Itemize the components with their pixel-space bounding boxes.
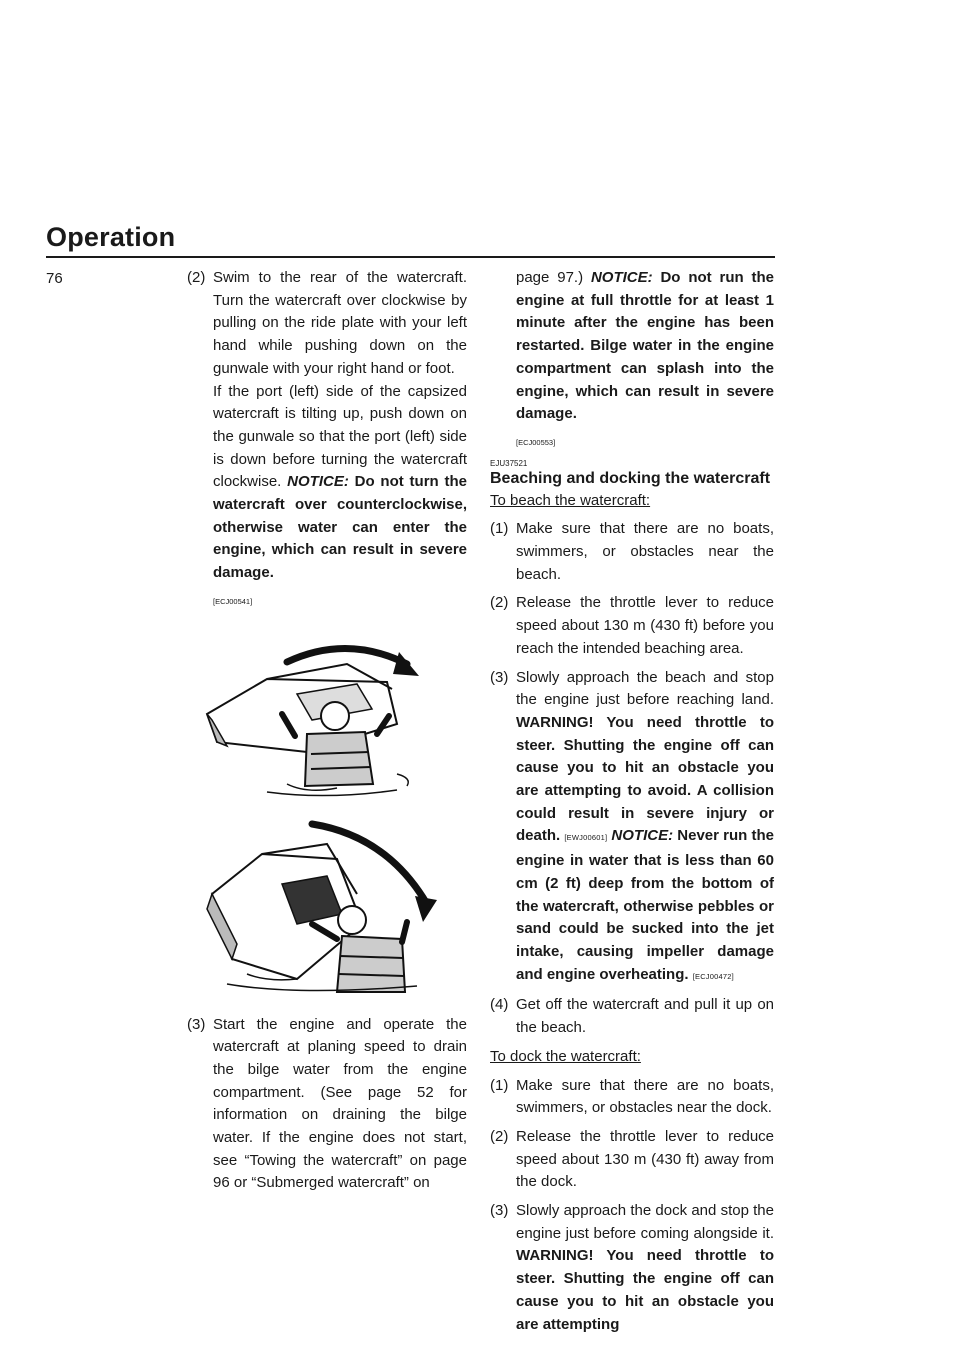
step-text-continued: If the port (left) side of the capsized watercraft is tilting up, push down on the gunwale so that the port (left) side is down before turning the watercraft clockwise. NOTICE: Do not turn the watercraft over counterclockwise, otherwise water can enter the engine, which can result in severe damage. (213, 382, 467, 582)
notice-label: NOTICE: (611, 827, 674, 845)
step-text: Start the engine and operate the watercraft at planing speed to drain the bilge water from the engine compartment. (See page 52 for information on draining the bilge water. If the engine does not start, see “Towing the watercraft” on page 96 or “Submerged watercraft” on (213, 1015, 467, 1192)
section-heading: Beaching and docking the watercraft (490, 469, 771, 487)
page-number: 76 (46, 270, 63, 287)
notice-label: NOTICE: (287, 473, 349, 491)
dock-step-2: (2) Release the throttle lever to reduce speed about 130 m (430 ft) away from the dock. (490, 1127, 774, 1191)
notice-label: NOTICE: (590, 269, 653, 286)
step-2-capsize (187, 267, 467, 614)
left-column (187, 267, 467, 1195)
capsized-watercraft-illustration-2 (187, 814, 467, 1004)
continued-step-3 (490, 267, 774, 455)
warning-code: [EWJ00601] (564, 833, 608, 843)
subhead-beach: To beach the watercraft: (490, 491, 651, 509)
step-text: Swim to the rear of the watercraft. Turn the watercraft over clockwise by pulling on the ride plate with your left hand while pushing down on the gunwale with your right hand or foot. (213, 269, 467, 377)
beach-step-2: (2) Release the throttle lever to reduce speed about 130 m (430 ft) before you reach the intended beaching area. (490, 594, 774, 657)
notice-text: Never run the engine in water that is less than 60 cm (2 ft) deep from the bottom of the watercraft, otherwise pebbles or sand could be sucked into the jet intake, causing impeller damage and engine overheating. (516, 827, 775, 983)
beach-step-3: (3) Slowly approach the beach and stop the engine just before reaching land. WARNING! You need throttle to steer. Shutting the engine off can cause you to hit an obstacle you are attempting to avoid. A collision could result in severe injury or death. [EWJ00601] NOTICE: Never run the engine in water that is less than 60 cm (2 ft) deep from the bottom of the watercraft, otherwise pebbles or sand could be sucked into the jet intake, causing impeller damage and engine overheating. [ECJ00472] (490, 668, 775, 983)
beach-step-4: (4) Get off the watercraft and pull it up on the beach. (490, 996, 774, 1037)
notice-text: Do not turn the watercraft over counterclockwise, otherwise water can enter the engine, which can result in severe damage. (213, 473, 467, 582)
notice-code: [ECJ00472] (692, 971, 734, 981)
step-number: (2) (187, 269, 206, 286)
section-code: EJU37521 (490, 458, 528, 468)
page-title: Operation (46, 222, 176, 252)
warning-text: WARNING! You need throttle to steer. Shutting the engine off can cause you to hit an obstacle you are attempting (516, 1247, 774, 1333)
subhead-dock: To dock the watercraft: (490, 1047, 641, 1065)
step-3-drain-bilge (187, 1014, 467, 1196)
notice-code: [ECJ00541] (213, 596, 253, 606)
dock-step-3: (3) Slowly approach the dock and stop the engine just before coming alongside it. WARNING! You need throttle to steer. Shutting the engine off can cause you to hit an obstacle you are attempting (490, 1202, 774, 1333)
step-number: (3) (187, 1015, 206, 1033)
right-column (490, 267, 774, 1336)
notice-code: [ECJ00553] (516, 437, 556, 447)
capsized-watercraft-illustration-1 (187, 624, 467, 804)
continued-text: page 97.) (516, 269, 584, 286)
warning-text: WARNING! You need throttle to steer. Shutting the engine off can cause you to hit an obstacle you are attempting to avoid. A collision could result in severe injury or death. (516, 713, 774, 845)
title-rule (46, 256, 775, 258)
beach-step-1: (1) Make sure that there are no boats, swimmers, or obstacles near the beach. (490, 520, 774, 583)
notice-text: Do not run the engine at full throttle for at least 1 minute after the engine has been restarted. Bilge water in the engine compartment can splash into the engine, which can result in severe damage. (516, 269, 775, 423)
dock-step-1: (1) Make sure that there are no boats, swimmers, or obstacles near the dock. (490, 1076, 774, 1117)
